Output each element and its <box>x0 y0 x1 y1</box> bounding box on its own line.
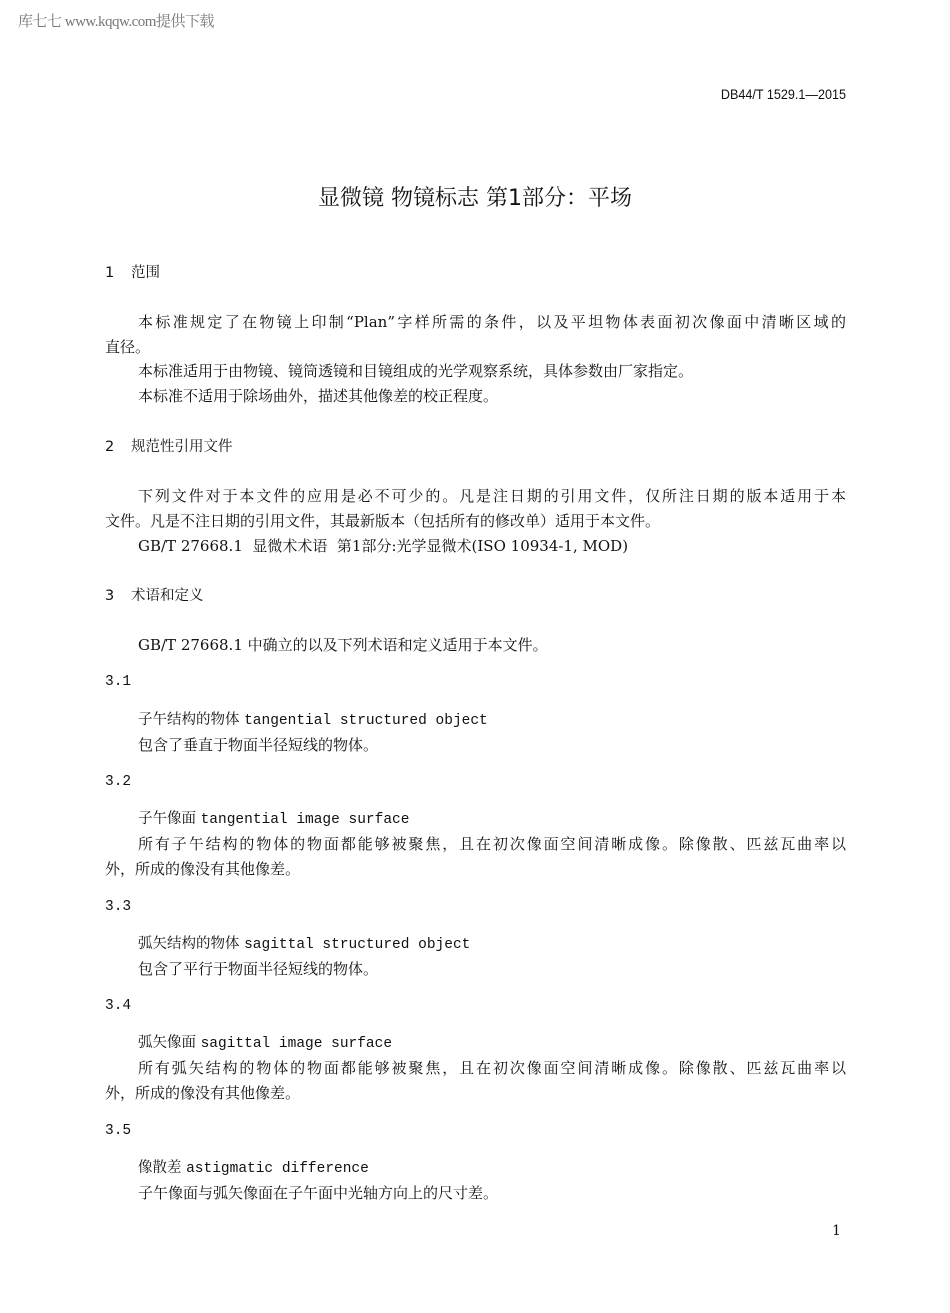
paragraph-line: 本标准规定了在物镜上印制“Plan”字样所需的条件，以及平坦物体表面初次像面中清晰区域的 <box>138 313 846 331</box>
page-number: 1 <box>832 1223 841 1239</box>
reference-line: GB/T 27668.1 显微术术语 第1部分:光学显微术(ISO 10934-1, MOD) <box>138 537 629 555</box>
term-title <box>138 710 488 731</box>
section-heading <box>105 586 204 606</box>
term-definition: 外，所成的像没有其他像差。 <box>105 860 301 878</box>
paragraph-line: 直径。 <box>105 338 151 356</box>
term-number: 3.1 <box>105 674 132 690</box>
term-definition: 所有弧矢结构的物体的物面都能够被聚焦，且在初次像面空间清晰成像。除像散、匹兹瓦曲率以 <box>138 1059 846 1077</box>
term-title <box>138 1158 369 1179</box>
term-title <box>138 809 409 830</box>
term-definition: 外，所成的像没有其他像差。 <box>105 1084 301 1102</box>
page-title: 显微镜 物镜标志 第1部分：平场 <box>318 186 632 211</box>
document-code: DB44/T 1529.1—2015 <box>720 86 846 102</box>
term-definition: 包含了垂直于物面半径短线的物体。 <box>138 736 379 754</box>
term-number: 3.2 <box>105 774 132 790</box>
term-number: 3.3 <box>105 899 132 915</box>
section-title: 范围 <box>131 265 160 281</box>
term-title <box>138 1033 392 1054</box>
section-number: 1 <box>105 265 115 281</box>
term-zh: 弧矢像面 <box>138 1035 196 1051</box>
term-number: 3.5 <box>105 1123 132 1139</box>
term-zh: 子午结构的物体 <box>138 712 240 728</box>
term-en: sagittal structured object <box>244 937 471 953</box>
paragraph-line: 本标准不适用于除场曲外，描述其他像差的校正程度。 <box>138 387 499 405</box>
paragraph-line: 文件。凡是不注日期的引用文件，其最新版本（包括所有的修改单）适用于本文件。 <box>105 512 661 530</box>
term-en: tangential structured object <box>244 713 488 729</box>
term-en: astigmatic difference <box>186 1161 369 1177</box>
section-heading <box>105 263 160 283</box>
term-number: 3.4 <box>105 998 132 1014</box>
term-definition: 包含了平行于物面半径短线的物体。 <box>138 960 379 978</box>
term-zh: 子午像面 <box>138 811 196 827</box>
section-title: 术语和定义 <box>131 588 204 604</box>
section-number: 3 <box>105 588 115 604</box>
section-heading <box>105 437 233 457</box>
paragraph-line: 下列文件对于本文件的应用是必不可少的。凡是注日期的引用文件，仅所注日期的版本适用于本 <box>138 487 846 505</box>
section-number: 2 <box>105 439 115 455</box>
term-definition: 所有子午结构的物体的物面都能够被聚焦，且在初次像面空间清晰成像。除像散、匹兹瓦曲率以 <box>138 835 846 853</box>
term-definition: 子午像面与弧矢像面在子午面中光轴方向上的尺寸差。 <box>138 1184 499 1202</box>
term-title <box>138 934 470 955</box>
term-en: sagittal image surface <box>200 1036 393 1052</box>
term-zh: 弧矢结构的物体 <box>138 936 240 952</box>
section-title: 规范性引用文件 <box>131 439 233 455</box>
paragraph-line: 本标准适用于由物镜、镜筒透镜和目镜组成的光学观察系统，具体参数由厂家指定。 <box>138 362 694 380</box>
watermark: 库七七 www.kqqw.com提供下载 <box>18 14 214 30</box>
paragraph-line: GB/T 27668.1 中确立的以及下列术语和定义适用于本文件。 <box>138 636 548 654</box>
term-zh: 像散差 <box>138 1160 182 1176</box>
term-en: tangential image surface <box>200 812 410 828</box>
